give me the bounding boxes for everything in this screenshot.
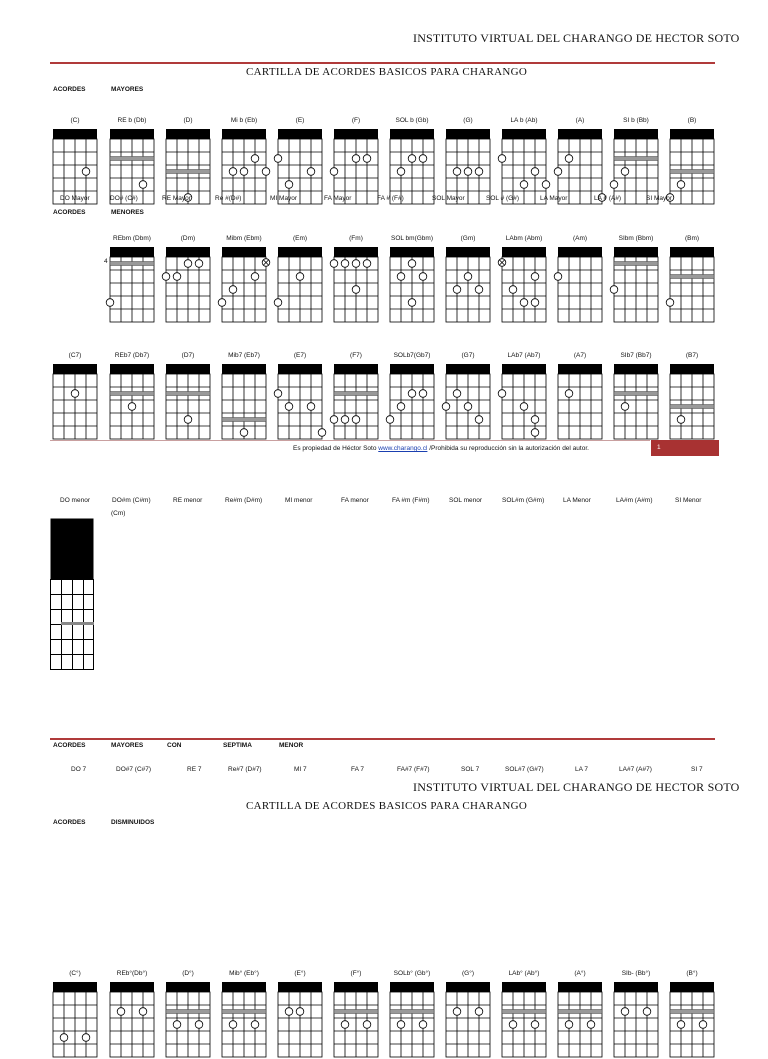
chord-label-diminished: LAb° (Ab°) [508,970,540,977]
barre-mark [614,262,658,266]
barre-mark [334,392,378,396]
chord-label-minor: (Em) [292,235,308,242]
chord-label-minor: (Gm) [460,235,476,242]
chord-diagram-dim-10 [612,980,660,1059]
chord-label-major: (E) [295,117,305,124]
seventh-full-name: DO 7 [71,766,87,773]
seventh-full-name: SOL#7 (G#7) [505,766,544,773]
minor-full-name: LA Menor [563,497,591,504]
chord-diagram-seventh-9 [556,362,604,441]
seventh-full-name: SI 7 [691,766,703,773]
section-label-menores: MENORES [111,209,144,216]
finger-dot [408,260,416,268]
finger-dot [184,416,192,424]
finger-dot [82,1034,90,1042]
chord-label-major: (B) [687,117,697,124]
finger-dot [520,299,528,307]
chord-label-diminished: (E°) [294,970,306,977]
chord-label-seventh: (F7) [350,352,362,359]
finger-dot [251,1021,259,1029]
finger-dot [341,1021,349,1029]
chord-diagram-seventh-0 [51,362,99,441]
finger-dot [475,416,483,424]
chord-diagram-dim-9 [556,980,604,1059]
seventh-full-name: FA 7 [351,766,365,773]
barre-mark [334,1010,378,1014]
finger-dot [531,273,539,281]
septima-label-menor: MENOR [279,742,304,749]
finger-dot [565,1021,573,1029]
finger-dot [251,273,259,281]
finger-dot [352,155,360,163]
chord-label-major: SOL b (Gb) [395,117,429,124]
finger-dot [464,168,472,176]
barre-mark [222,418,266,422]
finger-dot [173,273,181,281]
chord-diagram-dim-4 [276,980,324,1059]
finger-dot [307,403,315,411]
major-full-name: RE Mayor [162,195,191,202]
chord-label-minor: SIbm (Bbm) [618,235,654,242]
chord-label-diminished: SIb- (Bb°) [621,970,651,977]
footer-copyright [293,445,589,452]
chord-diagram-seventh-3 [220,362,268,441]
chord-label-diminished: SOLb° (Gb°) [393,970,431,977]
chord-label-major: (F) [351,117,361,124]
finger-dot [442,403,450,411]
finger-dot [162,273,170,281]
finger-dot [397,273,405,281]
chord-label-diminished: (A°) [574,970,586,977]
chord-label-major: LA b (Ab) [510,117,538,124]
major-full-name: SOL # (G#) [486,195,519,202]
septima-label-acordes: ACORDES [53,742,86,749]
finger-dot [352,286,360,294]
finger-dot [408,155,416,163]
chord-label-minor: (Fm) [349,235,363,242]
major-full-name: LA Mayor [540,195,568,202]
chord-label-diminished: (D°) [182,970,194,977]
barre-mark [110,157,154,161]
major-full-name: MI Mayor [270,195,298,202]
finger-dot [610,181,618,189]
seventh-full-name: RE 7 [187,766,202,773]
barre-mark [110,262,154,266]
section-label-acordes-2: ACORDES [53,209,86,216]
chord-diagram-minor-9 [612,245,660,324]
chord-diagram-seventh-10 [612,362,660,441]
chord-diagram-minor-8 [556,245,604,324]
finger-dot [82,168,90,176]
finger-dot [419,155,427,163]
chord-diagram-minor-10 [668,245,716,324]
barre-mark [222,1010,266,1014]
finger-dot [464,403,472,411]
finger-dot [498,155,506,163]
major-full-name: Re #(D#) [215,195,242,202]
finger-dot [296,1008,304,1016]
minor-full-name: SOL#m (G#m) [502,497,545,504]
finger-dot [408,390,416,398]
finger-dot [274,155,282,163]
barre-mark [670,1010,714,1014]
seventh-full-name: DO#7 (C#7) [116,766,152,773]
finger-dot [307,168,315,176]
finger-dot [475,168,483,176]
septima-label-mayores: MAYORES [111,742,144,749]
finger-dot [285,1008,293,1016]
finger-dot [531,429,539,437]
chord-label-seventh: SOLb7(Gb7) [393,352,431,359]
chord-label-major: (C) [70,117,80,124]
chord-label-diminished: (G°) [462,970,474,977]
finger-dot [285,403,293,411]
finger-dot [498,390,506,398]
minor-full-name: RE menor [173,497,203,504]
finger-dot [240,429,248,437]
chord-diagram-minor-6 [444,245,492,324]
septima-label-con: CON [167,742,182,749]
sheet-title: CARTILLA DE ACORDES BASICOS PARA CHARANGO [246,66,528,78]
barre-mark [502,1010,546,1014]
chord-diagram-minor-7 [500,245,548,324]
major-full-name: SOL Mayor [432,195,465,202]
finger-dot [330,168,338,176]
minor-full-name: DO#m (C#m) [112,497,151,504]
finger-dot [106,299,114,307]
chord-label-major: Mi b (Eb) [230,117,258,124]
chord-diagram-seventh-6 [388,362,436,441]
chord-label-diminished: (C°) [69,970,81,977]
finger-dot [453,168,461,176]
finger-dot [341,260,349,268]
finger-dot [419,390,427,398]
chord-diagram-dim-5 [332,980,380,1059]
chord-diagram-seventh-7 [444,362,492,441]
finger-dot [60,1034,68,1042]
chord-label-minor: (Bm) [684,235,700,242]
finger-dot [453,390,461,398]
finger-dot [139,1008,147,1016]
footer-text: Es propiedad de Héctor Soto [293,445,379,452]
chord-diagram-seventh-2 [164,362,212,441]
chord-label-minor: (Am) [572,235,588,242]
chord-label-minor: (Dm) [180,235,196,242]
chord-label-seventh: (B7) [685,352,699,359]
finger-dot [419,1021,427,1029]
dim-label-acordes: ACORDES [53,819,86,826]
institute-title-2: INSTITUTO VIRTUAL DEL CHARANGO DE HECTOR SOTO [413,780,740,794]
large-chord-diagram [50,518,95,670]
finger-dot [386,416,394,424]
finger-dot [184,260,192,268]
barre-mark [670,170,714,174]
barre-mark [166,392,210,396]
finger-dot [643,1008,651,1016]
finger-dot [352,260,360,268]
footer-text-2: /Prohibida su reproducción sin la autorización del autor. [427,445,589,452]
finger-dot [318,429,326,437]
finger-dot [475,286,483,294]
chord-label-major: RE b (Db) [117,117,147,124]
finger-dot [352,416,360,424]
chord-diagram-dim-3 [220,980,268,1059]
institute-title: INSTITUTO VIRTUAL DEL CHARANGO DE HECTOR SOTO [413,31,740,45]
finger-dot [262,168,270,176]
finger-dot [520,181,528,189]
chord-label-diminished: Mib° (Eb°) [229,970,259,977]
chord-label-seventh: LAb7 (Ab7) [507,352,541,359]
chord-label-seventh: (C7) [68,352,82,359]
major-full-name: SI Mayor [646,195,673,202]
chord-diagram-dim-8 [500,980,548,1059]
chord-label-seventh: SIb7 (Bb7) [620,352,652,359]
finger-dot [531,1021,539,1029]
minor-full-name: FA #m (F#m) [392,497,430,504]
chord-diagram-minor-5 [388,245,436,324]
major-full-name: LA # (A#) [594,195,622,202]
minor-full-name: SOL menor [449,497,482,504]
finger-dot [296,273,304,281]
chord-diagram-minor-0 [108,245,156,324]
finger-dot [621,168,629,176]
finger-dot [139,181,147,189]
chord-diagram-seventh-1 [108,362,156,441]
finger-dot [699,1021,707,1029]
barre-mark [614,157,658,161]
finger-dot [453,1008,461,1016]
septima-rule [50,738,715,740]
finger-dot [531,299,539,307]
finger-dot [128,403,136,411]
chord-diagram-dim-11 [668,980,716,1059]
finger-dot [240,168,248,176]
seventh-full-name: LA 7 [575,766,589,773]
chord-diagram-dim-0 [51,980,99,1059]
finger-dot [117,1008,125,1016]
finger-dot [363,155,371,163]
finger-dot [677,1021,685,1029]
fret-position-number: 4 [104,258,108,265]
minor-full-name: Re#m (D#m) [225,497,263,504]
finger-dot [542,181,550,189]
finger-dot [565,155,573,163]
seventh-full-name: Re#7 (D#7) [228,766,262,773]
finger-dot [554,168,562,176]
chord-label-seventh: REb7 (Db7) [114,352,150,359]
finger-dot [509,286,517,294]
finger-dot [419,273,427,281]
finger-dot [363,1021,371,1029]
chord-label-diminished: REb°(Db°) [116,970,148,977]
chord-diagram-minor-3 [276,245,324,324]
finger-dot [397,168,405,176]
finger-dot [285,181,293,189]
finger-dot [621,403,629,411]
chord-diagram-dim-7 [444,980,492,1059]
chord-diagram-dim-6 [388,980,436,1059]
sheet-title-2: CARTILLA DE ACORDES BASICOS PARA CHARANGO [246,800,528,812]
chord-diagram-major-11 [668,127,716,206]
major-full-name: FA # (F#) [377,195,404,202]
barre-mark [110,392,154,396]
finger-dot [520,403,528,411]
finger-dot [464,273,472,281]
major-full-name: DO# (C#) [110,195,138,202]
charango-link[interactable]: www.charango.cl [378,445,428,452]
finger-dot [363,260,371,268]
finger-dot [341,416,349,424]
page-number: 1 [651,440,719,456]
barre-mark [166,170,210,174]
seventh-full-name: LA#7 (A#7) [619,766,652,773]
finger-dot [229,1021,237,1029]
section-label-acordes: ACORDES [53,86,86,93]
seventh-full-name: FA#7 (F#7) [397,766,430,773]
chord-label-major: SI b (Bb) [623,117,649,124]
minor-full-name: LA#m (A#m) [616,497,653,504]
chord-label-minor: Mibm (Ebm) [226,235,262,242]
finger-dot [330,260,338,268]
section-label-mayores: MAYORES [111,86,144,93]
finger-dot [71,390,79,398]
major-full-name: FA Mayor [324,195,352,202]
chord-diagram-minor-1 [164,245,212,324]
finger-dot [677,416,685,424]
chord-diagram-seventh-8 [500,362,548,441]
finger-dot [397,1021,405,1029]
seventh-full-name: SOL 7 [461,766,480,773]
chord-label-seventh: (E7) [293,352,307,359]
chord-diagram-minor-4 [332,245,380,324]
finger-dot [330,416,338,424]
finger-dot [229,168,237,176]
chord-label-seventh: Mib7 (Eb7) [228,352,260,359]
chord-diagram-dim-1 [108,980,156,1059]
finger-dot [531,416,539,424]
chord-label-seventh: (A7) [573,352,587,359]
chord-label-major: (D) [183,117,193,124]
finger-dot [554,273,562,281]
minor-full-name: FA menor [341,497,369,504]
chord-diagram-seventh-11 [668,362,716,441]
finger-dot [408,299,416,307]
chord-diagram-minor-2 [220,245,268,324]
chord-label-minor: LAbm (Abm) [505,235,543,242]
chord-label-seventh: (G7) [461,352,475,359]
finger-dot [475,1008,483,1016]
finger-dot [195,1021,203,1029]
finger-dot [587,1021,595,1029]
chord-label-minor: REbm (Dbm) [113,235,151,242]
chord-label-diminished: (F°) [350,970,362,977]
chord-diagram-seventh-5 [332,362,380,441]
finger-dot [666,299,674,307]
finger-dot [610,286,618,294]
finger-dot [218,299,226,307]
finger-dot [621,1008,629,1016]
chord-label-major: (G) [463,117,473,124]
barre-mark [670,405,714,409]
chord-label-diminished: (B°) [686,970,698,977]
finger-dot [677,181,685,189]
footer-rule [50,440,650,441]
minor-full-name: SI Menor [675,497,702,504]
chord-label-major: (A) [575,117,585,124]
barre-mark [166,1010,210,1014]
barre-mark [390,1010,434,1014]
finger-dot [251,155,259,163]
finger-dot [274,299,282,307]
finger-dot [453,286,461,294]
seventh-full-name: MI 7 [294,766,307,773]
finger-dot [229,286,237,294]
header-rule [50,62,715,64]
minor-extra-label: (Cm) [111,510,126,517]
dim-label-disminuidos: DISMINUIDOS [111,819,155,826]
chord-label-minor: SOL bm(Gbm) [390,235,433,242]
barre-mark [670,275,714,279]
chord-label-seventh: (D7) [181,352,195,359]
chord-diagram-seventh-4 [276,362,324,441]
finger-dot [173,1021,181,1029]
finger-dot [531,168,539,176]
finger-dot [274,390,282,398]
minor-full-name: MI menor [285,497,313,504]
minor-full-name: DO menor [60,497,90,504]
finger-dot [195,260,203,268]
chord-diagram-dim-2 [164,980,212,1059]
barre-mark [558,1010,602,1014]
septima-label-septima: SEPTIMA [223,742,252,749]
major-full-name: DO Mayor [60,195,90,202]
finger-dot [509,1021,517,1029]
finger-dot [397,403,405,411]
barre-mark [614,392,658,396]
finger-dot [565,390,573,398]
